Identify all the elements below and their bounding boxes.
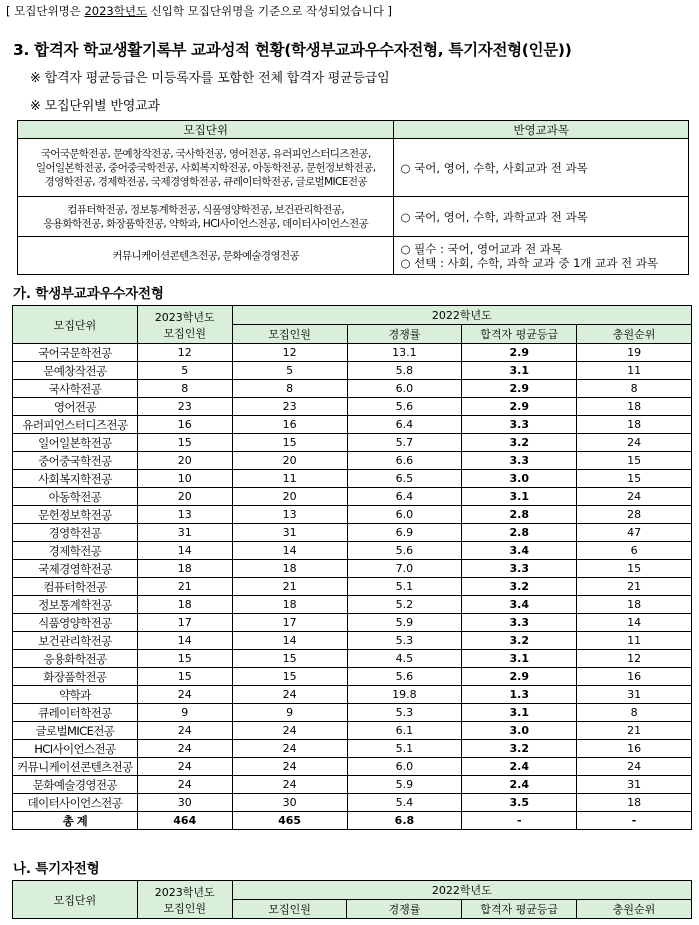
cell-rank: 24 <box>577 488 692 506</box>
table-row <box>13 632 692 650</box>
table-row <box>13 488 692 506</box>
cell-grade: 3.4 <box>462 542 577 560</box>
cell-comp: 6.0 <box>347 758 462 776</box>
cell-name: 국어국문학전공 <box>13 344 138 362</box>
subject-table-subjects: ○ 국어, 영어, 수학, 과학교과 전 과목 <box>394 197 689 237</box>
cell-grade: 3.4 <box>462 596 577 614</box>
header-quota: 모집인원 <box>232 325 347 344</box>
cell-rank: 18 <box>577 794 692 812</box>
cell-rank: 31 <box>577 686 692 704</box>
cell-name: 컴퓨터학전공 <box>13 578 138 596</box>
cell-q22: 18 <box>232 560 347 578</box>
cell-q22: 14 <box>232 542 347 560</box>
cell-rank: 19 <box>577 344 692 362</box>
cell-rank: 18 <box>577 596 692 614</box>
cell-comp: 6.8 <box>347 812 462 830</box>
cell-comp: 6.4 <box>347 416 462 434</box>
cell-grade: 2.8 <box>462 524 577 542</box>
cell-comp: 5.1 <box>347 740 462 758</box>
subject-table-units: 컴퓨터학전공, 정보통계학전공, 식품영양학전공, 보건관리학전공, 응용화학전공, 화장품학전공, 약학과, HCI사이언스전공, 데이터사이언스전공 <box>18 197 394 237</box>
table-row <box>13 578 692 596</box>
cell-q23: 24 <box>137 740 232 758</box>
subject-table-header-subjects: 반영교과목 <box>394 121 689 139</box>
table-row <box>13 524 692 542</box>
cell-name: 영어전공 <box>13 398 138 416</box>
cell-rank: 24 <box>577 758 692 776</box>
cell-q22: 20 <box>232 452 347 470</box>
cell-q22: 21 <box>232 578 347 596</box>
cell-name: 일어일본학전공 <box>13 434 138 452</box>
table-row <box>13 776 692 794</box>
cell-comp: 7.0 <box>347 560 462 578</box>
cell-name: 국사학전공 <box>13 380 138 398</box>
header-quota: 모집인원 <box>232 900 347 919</box>
cell-q22: 15 <box>232 668 347 686</box>
table-row <box>13 794 692 812</box>
cell-comp: 6.1 <box>347 722 462 740</box>
cell-q23: 20 <box>137 452 232 470</box>
table-row <box>13 506 692 524</box>
table-row <box>13 380 692 398</box>
header-rank: 충원순위 <box>577 900 692 919</box>
cell-name: 약학과 <box>13 686 138 704</box>
cell-q22: 14 <box>232 632 347 650</box>
cell-q22: 24 <box>232 686 347 704</box>
cell-q23: 8 <box>137 380 232 398</box>
page-note: [ 모집단위명은 2023학년도 신입학 모집단위명을 기준으로 작성되었습니다 ] <box>6 4 392 18</box>
cell-rank: 21 <box>577 578 692 596</box>
cell-name: 보건관리학전공 <box>13 632 138 650</box>
cell-name: 아동학전공 <box>13 488 138 506</box>
cell-grade: 3.1 <box>462 362 577 380</box>
note-subjects: ※ 모집단위별 반영교과 <box>30 99 160 114</box>
cell-grade: 3.2 <box>462 578 577 596</box>
cell-comp: 5.2 <box>347 596 462 614</box>
cell-name: 식품영양학전공 <box>13 614 138 632</box>
cell-name: 화장품학전공 <box>13 668 138 686</box>
cell-grade: 2.9 <box>462 668 577 686</box>
header-rank: 충원순위 <box>577 325 692 344</box>
cell-comp: 5.9 <box>347 776 462 794</box>
table-row <box>13 416 692 434</box>
table-row <box>13 452 692 470</box>
header-avg-grade: 합격자 평균등급 <box>462 900 577 919</box>
subsection-title: 나. 특기자전형 <box>13 861 100 877</box>
cell-comp: 5.9 <box>347 614 462 632</box>
cell-q23: 17 <box>137 614 232 632</box>
results-table <box>12 305 692 830</box>
cell-comp: 19.8 <box>347 686 462 704</box>
cell-name: 데이터사이언스전공 <box>13 794 138 812</box>
cell-rank: 24 <box>577 434 692 452</box>
header-unit: 모집단위 <box>13 306 138 344</box>
cell-q23: 14 <box>137 632 232 650</box>
table-row <box>13 362 692 380</box>
header-unit: 모집단위 <box>13 881 138 919</box>
cell-grade: 3.2 <box>462 632 577 650</box>
cell-rank: 16 <box>577 740 692 758</box>
table-row <box>13 758 692 776</box>
cell-rank: 15 <box>577 560 692 578</box>
header-competition: 경쟁률 <box>347 325 462 344</box>
cell-comp: 6.6 <box>347 452 462 470</box>
cell-rank: 11 <box>577 632 692 650</box>
cell-q23: 18 <box>137 596 232 614</box>
header-quota-2023: 2023학년도 모집인원 <box>137 881 232 919</box>
cell-grade: - <box>462 812 577 830</box>
cell-grade: 3.3 <box>462 560 577 578</box>
table-row <box>13 470 692 488</box>
table-row <box>13 542 692 560</box>
cell-q22: 465 <box>232 812 347 830</box>
cell-grade: 3.1 <box>462 488 577 506</box>
cell-name: 글로벌MICE전공 <box>13 722 138 740</box>
cell-grade: 3.5 <box>462 794 577 812</box>
cell-name: 응용화학전공 <box>13 650 138 668</box>
header-avg-grade: 합격자 평균등급 <box>462 325 577 344</box>
cell-rank: 18 <box>577 398 692 416</box>
cell-rank: 18 <box>577 416 692 434</box>
cell-grade: 2.9 <box>462 398 577 416</box>
cell-q22: 18 <box>232 596 347 614</box>
header-competition: 경쟁률 <box>347 900 462 919</box>
cell-q22: 24 <box>232 758 347 776</box>
cell-rank: 31 <box>577 776 692 794</box>
subject-table <box>17 120 689 275</box>
cell-grade: 3.0 <box>462 722 577 740</box>
cell-comp: 6.4 <box>347 488 462 506</box>
cell-q23: 10 <box>137 470 232 488</box>
cell-q22: 20 <box>232 488 347 506</box>
cell-q22: 13 <box>232 506 347 524</box>
cell-q23: 9 <box>137 704 232 722</box>
cell-name: HCI사이언스전공 <box>13 740 138 758</box>
table-row <box>13 722 692 740</box>
cell-q23: 23 <box>137 398 232 416</box>
table-row <box>13 344 692 362</box>
total-row <box>13 812 692 830</box>
cell-rank: 47 <box>577 524 692 542</box>
header-quota-2023: 2023학년도 모집인원 <box>137 306 232 344</box>
cell-q23: 12 <box>137 344 232 362</box>
cell-q22: 9 <box>232 704 347 722</box>
header-year-2022: 2022학년도 <box>232 306 691 325</box>
cell-q22: 15 <box>232 434 347 452</box>
cell-q23: 16 <box>137 416 232 434</box>
cell-rank: - <box>577 812 692 830</box>
cell-grade: 3.3 <box>462 614 577 632</box>
table-row <box>13 434 692 452</box>
cell-rank: 6 <box>577 542 692 560</box>
cell-q23: 31 <box>137 524 232 542</box>
subject-table-units: 커뮤니케이션콘텐츠전공, 문화예술경영전공 <box>18 237 394 275</box>
cell-q22: 8 <box>232 380 347 398</box>
cell-comp: 5.6 <box>347 668 462 686</box>
cell-rank: 8 <box>577 380 692 398</box>
cell-grade: 3.1 <box>462 650 577 668</box>
cell-q22: 15 <box>232 650 347 668</box>
cell-grade: 3.3 <box>462 416 577 434</box>
header-year-2022: 2022학년도 <box>232 881 691 900</box>
cell-q22: 17 <box>232 614 347 632</box>
subsection-title: 가. 학생부교과우수자전형 <box>13 286 164 302</box>
cell-comp: 6.0 <box>347 506 462 524</box>
cell-q23: 15 <box>137 650 232 668</box>
cell-comp: 5.4 <box>347 794 462 812</box>
cell-name: 총 계 <box>13 812 138 830</box>
cell-rank: 21 <box>577 722 692 740</box>
cell-rank: 16 <box>577 668 692 686</box>
cell-q23: 464 <box>137 812 232 830</box>
cell-q23: 21 <box>137 578 232 596</box>
table-row <box>13 704 692 722</box>
cell-comp: 6.9 <box>347 524 462 542</box>
cell-grade: 3.1 <box>462 704 577 722</box>
cell-rank: 15 <box>577 470 692 488</box>
subject-table-subjects: ○ 필수 : 국어, 영어교과 전 과목 ○ 선택 : 사회, 수학, 과학 교과 중 1개 교과 전 과목 <box>394 237 689 275</box>
cell-q23: 24 <box>137 758 232 776</box>
cell-q23: 13 <box>137 506 232 524</box>
cell-comp: 5.6 <box>347 542 462 560</box>
cell-comp: 5.1 <box>347 578 462 596</box>
cell-q23: 24 <box>137 722 232 740</box>
cell-rank: 12 <box>577 650 692 668</box>
cell-comp: 5.6 <box>347 398 462 416</box>
table-row <box>13 398 692 416</box>
cell-q23: 24 <box>137 686 232 704</box>
cell-grade: 1.3 <box>462 686 577 704</box>
cell-name: 사회복지학전공 <box>13 470 138 488</box>
table-row <box>13 686 692 704</box>
cell-q23: 15 <box>137 434 232 452</box>
table-row <box>13 650 692 668</box>
table-row <box>13 596 692 614</box>
cell-q22: 24 <box>232 740 347 758</box>
cell-rank: 14 <box>577 614 692 632</box>
cell-grade: 3.3 <box>462 452 577 470</box>
cell-grade: 2.4 <box>462 776 577 794</box>
cell-q22: 24 <box>232 776 347 794</box>
cell-comp: 5.7 <box>347 434 462 452</box>
cell-grade: 2.9 <box>462 344 577 362</box>
cell-q22: 11 <box>232 470 347 488</box>
cell-q22: 31 <box>232 524 347 542</box>
cell-grade: 3.2 <box>462 740 577 758</box>
cell-q22: 23 <box>232 398 347 416</box>
subject-table-header-unit: 모집단위 <box>18 121 394 139</box>
cell-name: 국제경영학전공 <box>13 560 138 578</box>
cell-q23: 20 <box>137 488 232 506</box>
table-row <box>13 740 692 758</box>
cell-q23: 18 <box>137 560 232 578</box>
cell-name: 문화예술경영전공 <box>13 776 138 794</box>
cell-q23: 5 <box>137 362 232 380</box>
cell-comp: 5.3 <box>347 704 462 722</box>
subject-table-units: 국어국문학전공, 문예창작전공, 국사학전공, 영어전공, 유러피언스터디즈전공, 일어일본학전공, 중어중국학전공, 사회복지학전공, 아동학전공, 문헌정보학전공, 경영학전공, 경제학전공, 국제경영학전공, 큐레이터학전공, 글로벌MICE전공 <box>18 139 394 197</box>
cell-comp: 5.8 <box>347 362 462 380</box>
cell-comp: 5.3 <box>347 632 462 650</box>
cell-name: 큐레이터학전공 <box>13 704 138 722</box>
cell-grade: 2.4 <box>462 758 577 776</box>
section-heading: 3. 합격자 학교생활기록부 교과성적 현황(학생부교과우수자전형, 특기자전형(인문)) <box>13 41 572 59</box>
cell-name: 커뮤니케이션콘텐츠전공 <box>13 758 138 776</box>
table-row <box>13 560 692 578</box>
cell-q22: 5 <box>232 362 347 380</box>
cell-q23: 30 <box>137 794 232 812</box>
table-row <box>13 668 692 686</box>
cell-grade: 3.0 <box>462 470 577 488</box>
cell-q22: 12 <box>232 344 347 362</box>
cell-name: 정보통계학전공 <box>13 596 138 614</box>
cell-comp: 6.5 <box>347 470 462 488</box>
cell-comp: 6.0 <box>347 380 462 398</box>
cell-q22: 16 <box>232 416 347 434</box>
cell-rank: 28 <box>577 506 692 524</box>
cell-q22: 30 <box>232 794 347 812</box>
cell-name: 문예창작전공 <box>13 362 138 380</box>
cell-name: 유러피언스터디즈전공 <box>13 416 138 434</box>
cell-comp: 4.5 <box>347 650 462 668</box>
table-row <box>13 614 692 632</box>
cell-name: 중어중국학전공 <box>13 452 138 470</box>
cell-rank: 15 <box>577 452 692 470</box>
cell-q23: 14 <box>137 542 232 560</box>
cell-q22: 24 <box>232 722 347 740</box>
cell-grade: 2.8 <box>462 506 577 524</box>
subject-table-subjects: ○ 국어, 영어, 수학, 사회교과 전 과목 <box>394 139 689 197</box>
cell-name: 경제학전공 <box>13 542 138 560</box>
special-table <box>12 880 692 919</box>
cell-grade: 2.9 <box>462 380 577 398</box>
cell-comp: 13.1 <box>347 344 462 362</box>
cell-grade: 3.2 <box>462 434 577 452</box>
cell-name: 경영학전공 <box>13 524 138 542</box>
cell-q23: 24 <box>137 776 232 794</box>
cell-rank: 8 <box>577 704 692 722</box>
cell-name: 문헌정보학전공 <box>13 506 138 524</box>
note-average-grade: ※ 합격자 평균등급은 미등록자를 포함한 전체 합격자 평균등급임 <box>30 71 390 86</box>
cell-q23: 15 <box>137 668 232 686</box>
cell-rank: 11 <box>577 362 692 380</box>
